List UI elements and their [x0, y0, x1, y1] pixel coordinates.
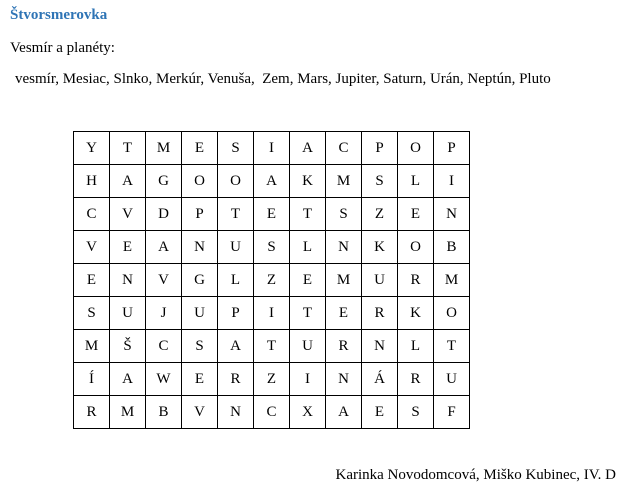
grid-cell: I: [434, 165, 470, 198]
grid-cell: O: [434, 297, 470, 330]
word-list: vesmír, Mesiac, Slnko, Merkúr, Venuša, Zem, Mars, Jupiter, Saturn, Urán, Neptún, Pluto: [15, 71, 551, 87]
grid-cell: Y: [74, 132, 110, 165]
grid-cell: A: [254, 165, 290, 198]
grid-cell: Z: [254, 264, 290, 297]
grid-cell: K: [398, 297, 434, 330]
grid-cell: C: [146, 330, 182, 363]
grid-cell: U: [182, 297, 218, 330]
grid-cell: F: [434, 396, 470, 429]
grid-cell: E: [290, 264, 326, 297]
grid-cell: Š: [110, 330, 146, 363]
grid-cell: T: [290, 297, 326, 330]
grid-cell: M: [146, 132, 182, 165]
grid-row: [74, 330, 470, 363]
grid-cell: R: [326, 330, 362, 363]
grid-cell: R: [362, 297, 398, 330]
grid-cell: G: [146, 165, 182, 198]
grid-cell: N: [326, 231, 362, 264]
grid-cell: P: [218, 297, 254, 330]
grid-cell: N: [182, 231, 218, 264]
grid-cell: A: [110, 165, 146, 198]
grid-cell: E: [182, 363, 218, 396]
grid-cell: G: [182, 264, 218, 297]
grid-cell: L: [218, 264, 254, 297]
grid-cell: M: [434, 264, 470, 297]
grid-cell: N: [218, 396, 254, 429]
grid-cell: B: [434, 231, 470, 264]
grid-cell: C: [254, 396, 290, 429]
grid-cell: E: [110, 231, 146, 264]
grid-cell: O: [182, 165, 218, 198]
grid-cell: L: [398, 330, 434, 363]
grid-row: [74, 198, 470, 231]
page-title: Štvorsmerovka: [10, 7, 108, 23]
grid-cell: U: [218, 231, 254, 264]
grid-cell: R: [218, 363, 254, 396]
grid-cell: C: [326, 132, 362, 165]
grid-row: [74, 396, 470, 429]
grid-cell: W: [146, 363, 182, 396]
grid-cell: O: [218, 165, 254, 198]
grid-cell: L: [290, 231, 326, 264]
grid-cell: X: [290, 396, 326, 429]
grid-cell: V: [146, 264, 182, 297]
grid-cell: A: [110, 363, 146, 396]
grid-row: [74, 297, 470, 330]
grid-cell: Z: [254, 363, 290, 396]
grid-cell: T: [218, 198, 254, 231]
grid-cell: M: [110, 396, 146, 429]
grid-cell: Á: [362, 363, 398, 396]
grid-cell: I: [290, 363, 326, 396]
grid-cell: T: [434, 330, 470, 363]
grid-row: [74, 231, 470, 264]
grid-cell: K: [290, 165, 326, 198]
subtitle: Vesmír a planéty:: [10, 40, 115, 56]
grid-cell: T: [290, 198, 326, 231]
grid-cell: A: [290, 132, 326, 165]
grid-cell: E: [74, 264, 110, 297]
grid-cell: R: [398, 363, 434, 396]
grid-cell: N: [362, 330, 398, 363]
grid-cell: E: [362, 396, 398, 429]
grid-cell: V: [182, 396, 218, 429]
grid-cell: A: [218, 330, 254, 363]
grid-cell: S: [218, 132, 254, 165]
grid-cell: E: [182, 132, 218, 165]
grid-cell: M: [74, 330, 110, 363]
word-search-grid: [73, 131, 470, 429]
grid-cell: H: [74, 165, 110, 198]
grid-cell: E: [254, 198, 290, 231]
grid-cell: R: [74, 396, 110, 429]
grid-cell: C: [74, 198, 110, 231]
grid-cell: T: [110, 132, 146, 165]
grid-cell: U: [110, 297, 146, 330]
grid-cell: S: [254, 231, 290, 264]
grid-cell: V: [110, 198, 146, 231]
grid-cell: I: [254, 297, 290, 330]
grid-cell: S: [182, 330, 218, 363]
grid-cell: S: [326, 198, 362, 231]
grid-cell: T: [254, 330, 290, 363]
grid-cell: A: [326, 396, 362, 429]
grid-cell: N: [434, 198, 470, 231]
grid-cell: A: [146, 231, 182, 264]
grid-cell: U: [362, 264, 398, 297]
grid-cell: E: [398, 198, 434, 231]
grid-row: [74, 165, 470, 198]
grid-cell: O: [398, 231, 434, 264]
grid-cell: E: [326, 297, 362, 330]
grid-cell: S: [398, 396, 434, 429]
grid-cell: P: [182, 198, 218, 231]
grid-cell: O: [398, 132, 434, 165]
grid-cell: N: [326, 363, 362, 396]
grid-row: [74, 264, 470, 297]
grid-cell: Z: [362, 198, 398, 231]
grid-cell: S: [362, 165, 398, 198]
grid-cell: P: [434, 132, 470, 165]
grid-cell: V: [74, 231, 110, 264]
author-line: Karinka Novodomcová, Miško Kubinec, IV. D: [335, 467, 616, 483]
grid-cell: K: [362, 231, 398, 264]
grid-cell: I: [254, 132, 290, 165]
grid-cell: S: [74, 297, 110, 330]
grid-cell: R: [398, 264, 434, 297]
grid-cell: J: [146, 297, 182, 330]
grid-cell: M: [326, 165, 362, 198]
grid-cell: Í: [74, 363, 110, 396]
grid-cell: U: [434, 363, 470, 396]
grid-cell: L: [398, 165, 434, 198]
grid-cell: B: [146, 396, 182, 429]
grid-cell: D: [146, 198, 182, 231]
grid-cell: U: [290, 330, 326, 363]
grid-cell: N: [110, 264, 146, 297]
grid-row: [74, 132, 470, 165]
grid-cell: M: [326, 264, 362, 297]
grid-row: [74, 363, 470, 396]
grid-cell: P: [362, 132, 398, 165]
